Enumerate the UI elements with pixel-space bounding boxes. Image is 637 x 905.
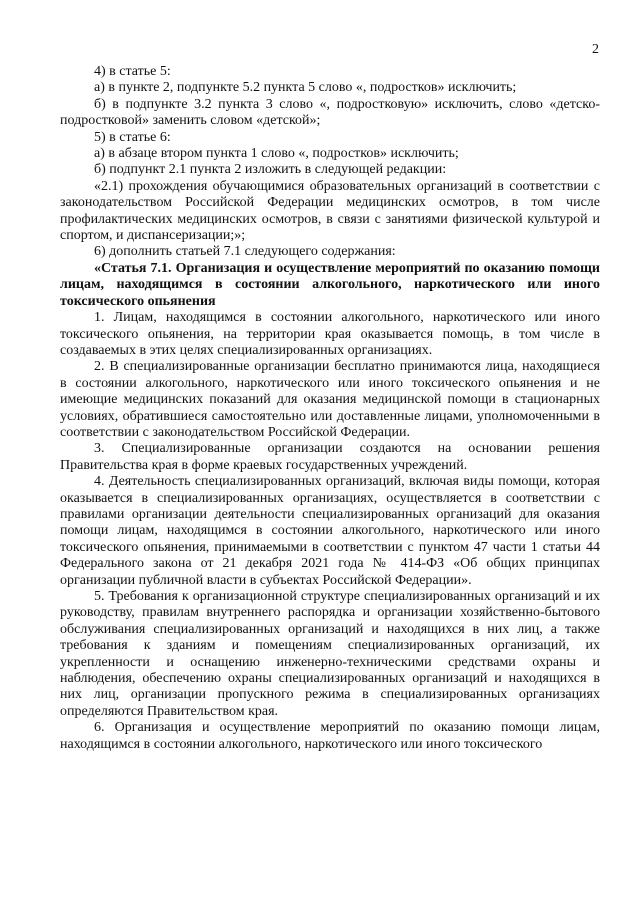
paragraph: а) в абзаце втором пункта 1 слово «, подростков» исключить; [94, 146, 459, 162]
article-heading: «Статья 7.1. Организация и осуществление мероприятий по оказанию помощи лицам, находящимся в состоянии алкогольного, наркотического или иного токсического опьянения [60, 260, 600, 309]
paragraph: 4) в статье 5: [94, 64, 171, 79]
article-paragraph: 1. Лицам, находящимся в состоянии алкогольного, наркотического или иного токсического опьянения, на территории края оказывается помощь, в том числе в создаваемых в этих целях специализированных организациях. [60, 310, 600, 358]
paragraph: «2.1) прохождения обучающимися образовательных организаций в соответствии с законодательством Российской Федерации медицинских осмотров, в том числе профилактических медицинских осмотров, в связи с занятиями физической культурой и спортом, и диспансеризации;»; [60, 178, 600, 244]
paragraph: а) в пункте 2, подпункте 5.2 пункта 5 слово «, подростков» исключить; [94, 80, 517, 96]
article-paragraph: 6. Организация и осуществление мероприятий по оказанию помощи лицам, находящимся в состоянии алкогольного, наркотического или иного токсического [60, 720, 600, 752]
article-paragraph: 3. Специализированные организации создаются на основании решения Правительства края в форме краевых государственных учреждений. [60, 441, 600, 473]
article-paragraph: 5. Требования к организационной структуре специализированных организаций и их руководству, правилам внутреннего распорядка и организации хозяйственно-бытового обслуживания специализированных организаций и находящихся в них лиц, а также требования к зданиям и помещениям специализированных организаций, их укрепленности и оснащению инженерно-техническими средствами охраны и наблюдения, обеспечению охраны специализированных организаций и находящихся в них лиц, организации пропускного режима в специализированных организациях определяются Правительством края. [60, 589, 600, 719]
article-paragraph: 2. В специализированные организации бесплатно принимаются лица, находящиеся в состоянии алкогольного, наркотического или иного токсического опьянения и не имеющие медицинских показаний для оказания медицинской помощи в стационарных условиях, обратившиеся самостоятельно или доставленные лицами, уполномоченными в соответствии с законодательством Российской Федерации. [60, 359, 600, 440]
article-paragraph: 4. Деятельность специализированных организаций, включая виды помощи, которая оказывается в специализированных организациях, осуществляется в соответствии с правилами организации деятельности специализированных организаций для оказания помощи лицам, находящимся в состоянии алкогольного, наркотического или иного токсического опьянения, принимаемыми в соответствии с пунктом 47 части 1 статьи 44 Федерального закона от 21 декабря 2021 года № 414-ФЗ «Об общих принципах организации публичной власти в субъектах Российской Федерации». [60, 474, 600, 588]
page-number: 2 [592, 42, 599, 57]
paragraph: 5) в статье 6: [94, 129, 171, 145]
document-body [60, 64, 600, 753]
paragraph: б) в подпункте 3.2 пункта 3 слово «, подростковую» исключить, слово «детско-подростковой» заменить словом «детской»; [60, 96, 600, 129]
paragraph: б) подпункт 2.1 пункта 2 изложить в следующей редакции: [94, 162, 447, 178]
paragraph: 6) дополнить статьей 7.1 следующего содержания: [94, 244, 396, 260]
